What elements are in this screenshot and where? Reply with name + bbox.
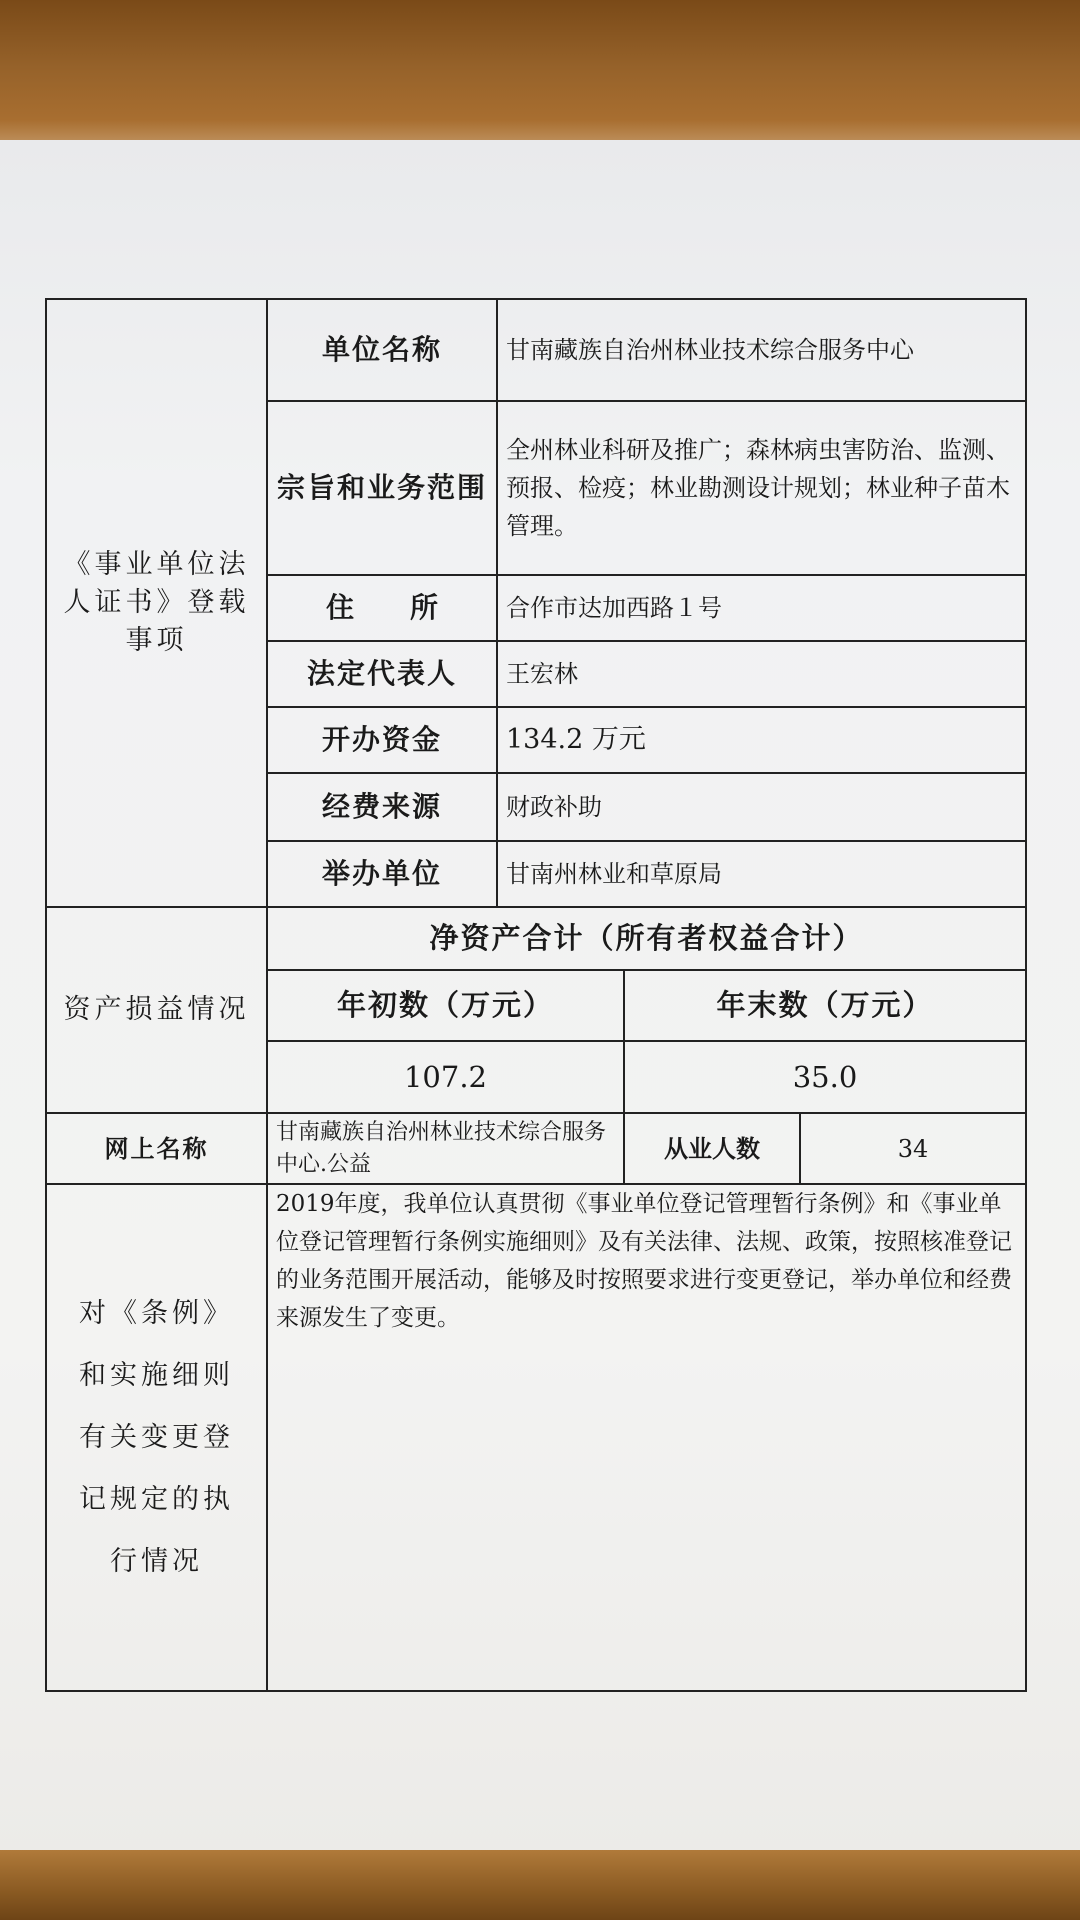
wood-background-bottom	[0, 1850, 1080, 1920]
begin-year-header: 年初数（万元）	[267, 970, 624, 1041]
net-assets-header: 净资产合计（所有者权益合计）	[267, 907, 1026, 970]
funding-source-label: 经费来源	[267, 773, 497, 841]
wood-background-top	[0, 0, 1080, 150]
sponsor-unit-value: 甘南州林业和草原局	[497, 841, 1026, 907]
compliance-heading: 对《条例》和实施细则有关变更登记规定的执行情况	[46, 1184, 267, 1691]
purpose-scope-label: 宗旨和业务范围	[267, 401, 497, 574]
compliance-text: 2019年度，我单位认真贯彻《事业单位登记管理暂行条例》和《事业单位登记管理暂行条例实施细则》及有关法律、法规、政策，按照核准登记的业务范围开展活动，能够及时按照要求进行变更登记，举办单位和经费来源发生了变更。	[267, 1184, 1026, 1691]
unit-name-value: 甘南藏族自治州林业技术综合服务中心	[497, 299, 1026, 401]
begin-year-value: 107.2	[267, 1041, 624, 1114]
address-value: 合作市达加西路１号	[497, 575, 1026, 642]
certificate-items-heading: 《事业单位法人证书》登载事项	[46, 299, 267, 907]
online-name-label: 网上名称	[46, 1113, 267, 1184]
unit-name-label: 单位名称	[267, 299, 497, 401]
staff-count-value: 34	[800, 1113, 1026, 1184]
staff-count-label: 从业人数	[624, 1113, 800, 1184]
start-up-capital-value: 134.2 万元	[497, 707, 1026, 773]
end-year-header: 年末数（万元）	[624, 970, 1026, 1041]
legal-representative-label: 法定代表人	[267, 641, 497, 707]
address-label: 住 所	[267, 575, 497, 642]
funding-source-value: 财政补助	[497, 773, 1026, 841]
online-name-value: 甘南藏族自治州林业技术综合服务中心.公益	[267, 1113, 624, 1184]
sponsor-unit-label: 举办单位	[267, 841, 497, 907]
end-year-value: 35.0	[624, 1041, 1026, 1114]
purpose-scope-value: 全州林业科研及推广；森林病虫害防治、监测、预报、检疫；林业勘测设计规划；林业种子苗木管理。	[497, 401, 1026, 574]
start-up-capital-label: 开办资金	[267, 707, 497, 773]
registration-form-table	[45, 298, 1027, 1692]
assets-heading: 资产损益情况	[46, 907, 267, 1114]
legal-representative-value: 王宏林	[497, 641, 1026, 707]
